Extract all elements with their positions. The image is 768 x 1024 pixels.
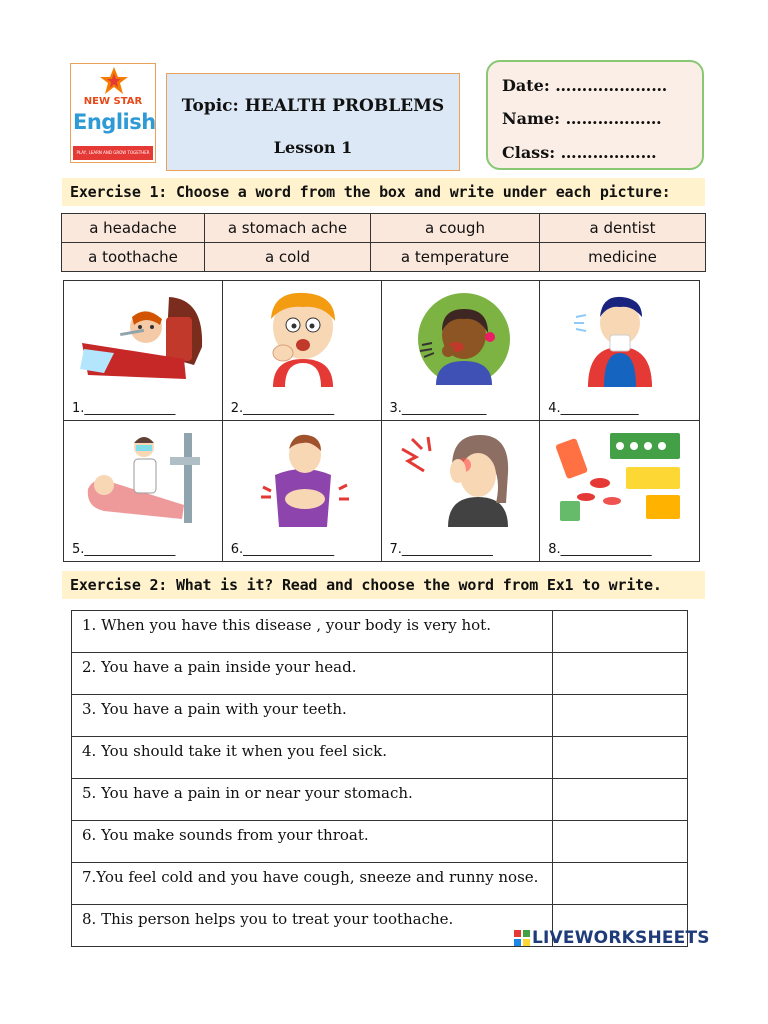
question-1: 1. When you have this disease , your body is very hot. bbox=[72, 611, 553, 653]
exercise1-instruction: Exercise 1: Choose a word from the box and write under each picture: bbox=[62, 178, 705, 206]
logo-line1: NEW STAR bbox=[83, 96, 143, 107]
logo-tagline: PLAY, LEARN AND GROW TOGETHER bbox=[73, 146, 153, 160]
picture-cell-3 bbox=[382, 281, 541, 421]
word-cell: medicine bbox=[540, 243, 706, 272]
answer-box-3[interactable] bbox=[553, 695, 688, 737]
word-cell: a dentist bbox=[540, 214, 706, 243]
picture-cell-1 bbox=[64, 281, 223, 421]
topic-title: Topic: HEALTH PROBLEMS bbox=[181, 96, 445, 116]
question-7: 7.You feel cold and you have cough, sneeze and runny nose. bbox=[72, 863, 553, 905]
table-row bbox=[72, 863, 688, 905]
answer-box-7[interactable] bbox=[553, 863, 688, 905]
picture-cell-5 bbox=[64, 421, 223, 561]
watermark-text: LIVEWORKSHEETS bbox=[532, 928, 710, 948]
word-row bbox=[62, 243, 706, 272]
student-info-box bbox=[486, 60, 704, 170]
headache-woman-icon bbox=[392, 427, 532, 531]
table-row bbox=[72, 611, 688, 653]
word-row bbox=[62, 214, 706, 243]
liveworksheets-icon bbox=[514, 930, 530, 946]
answer-blank-2[interactable]: 2.______________ bbox=[230, 401, 335, 416]
word-box bbox=[61, 213, 706, 272]
date-field[interactable]: Date: ………………… bbox=[502, 76, 668, 95]
question-2: 2. You have a pain inside your head. bbox=[72, 653, 553, 695]
question-5: 5. You have a pain in or near your stomach. bbox=[72, 779, 553, 821]
class-field[interactable]: Class: ……………… bbox=[502, 143, 657, 162]
liveworksheets-watermark[interactable] bbox=[514, 928, 710, 948]
question-8: 8. This person helps you to treat your toothache. bbox=[72, 905, 553, 947]
cold-boy-icon bbox=[550, 287, 690, 391]
word-cell: a cold bbox=[205, 243, 371, 272]
answer-blank-4[interactable]: 4.____________ bbox=[548, 401, 639, 416]
table-row bbox=[72, 653, 688, 695]
word-cell: a toothache bbox=[62, 243, 205, 272]
answer-box-2[interactable] bbox=[553, 653, 688, 695]
answer-box-5[interactable] bbox=[553, 779, 688, 821]
picture-cell-6 bbox=[223, 421, 382, 561]
picture-grid bbox=[63, 280, 700, 562]
table-row bbox=[72, 695, 688, 737]
word-cell: a headache bbox=[62, 214, 205, 243]
question-3: 3. You have a pain with your teeth. bbox=[72, 695, 553, 737]
table-row bbox=[72, 821, 688, 863]
table-row bbox=[72, 737, 688, 779]
exercise2-instruction: Exercise 2: What is it? Read and choose the word from Ex1 to write. bbox=[62, 571, 705, 599]
dentist-icon bbox=[74, 427, 214, 531]
coughing-girl-icon bbox=[392, 287, 532, 391]
logo-line2: English bbox=[73, 110, 156, 134]
star-icon bbox=[99, 66, 129, 96]
picture-cell-4 bbox=[540, 281, 699, 421]
answer-blank-1[interactable]: 1.______________ bbox=[72, 401, 176, 416]
question-4: 4. You should take it when you feel sick. bbox=[72, 737, 553, 779]
stomach-ache-icon bbox=[233, 427, 373, 531]
topic-box bbox=[166, 73, 460, 171]
new-star-english-logo bbox=[70, 63, 156, 163]
answer-box-1[interactable] bbox=[553, 611, 688, 653]
answer-blank-6[interactable]: 6.______________ bbox=[230, 542, 335, 557]
answer-box-4[interactable] bbox=[553, 737, 688, 779]
answer-blank-3[interactable]: 3._____________ bbox=[389, 401, 487, 416]
answer-blank-8[interactable]: 8.______________ bbox=[548, 542, 652, 557]
lesson-label: Lesson 1 bbox=[273, 138, 353, 157]
toothache-boy-icon bbox=[233, 287, 373, 391]
questions-table bbox=[71, 610, 688, 947]
word-cell: a temperature bbox=[371, 243, 540, 272]
word-cell: a stomach ache bbox=[205, 214, 371, 243]
question-6: 6. You make sounds from your throat. bbox=[72, 821, 553, 863]
answer-blank-5[interactable]: 5.______________ bbox=[72, 542, 176, 557]
picture-cell-7 bbox=[382, 421, 541, 561]
sick-in-bed-icon bbox=[74, 287, 214, 391]
answer-box-6[interactable] bbox=[553, 821, 688, 863]
name-field[interactable]: Name: ……………… bbox=[502, 109, 662, 128]
word-cell: a cough bbox=[371, 214, 540, 243]
picture-cell-8 bbox=[540, 421, 699, 561]
picture-cell-2 bbox=[223, 281, 382, 421]
table-row bbox=[72, 779, 688, 821]
medicine-pills-icon bbox=[550, 427, 690, 531]
answer-blank-7[interactable]: 7.______________ bbox=[389, 542, 493, 557]
